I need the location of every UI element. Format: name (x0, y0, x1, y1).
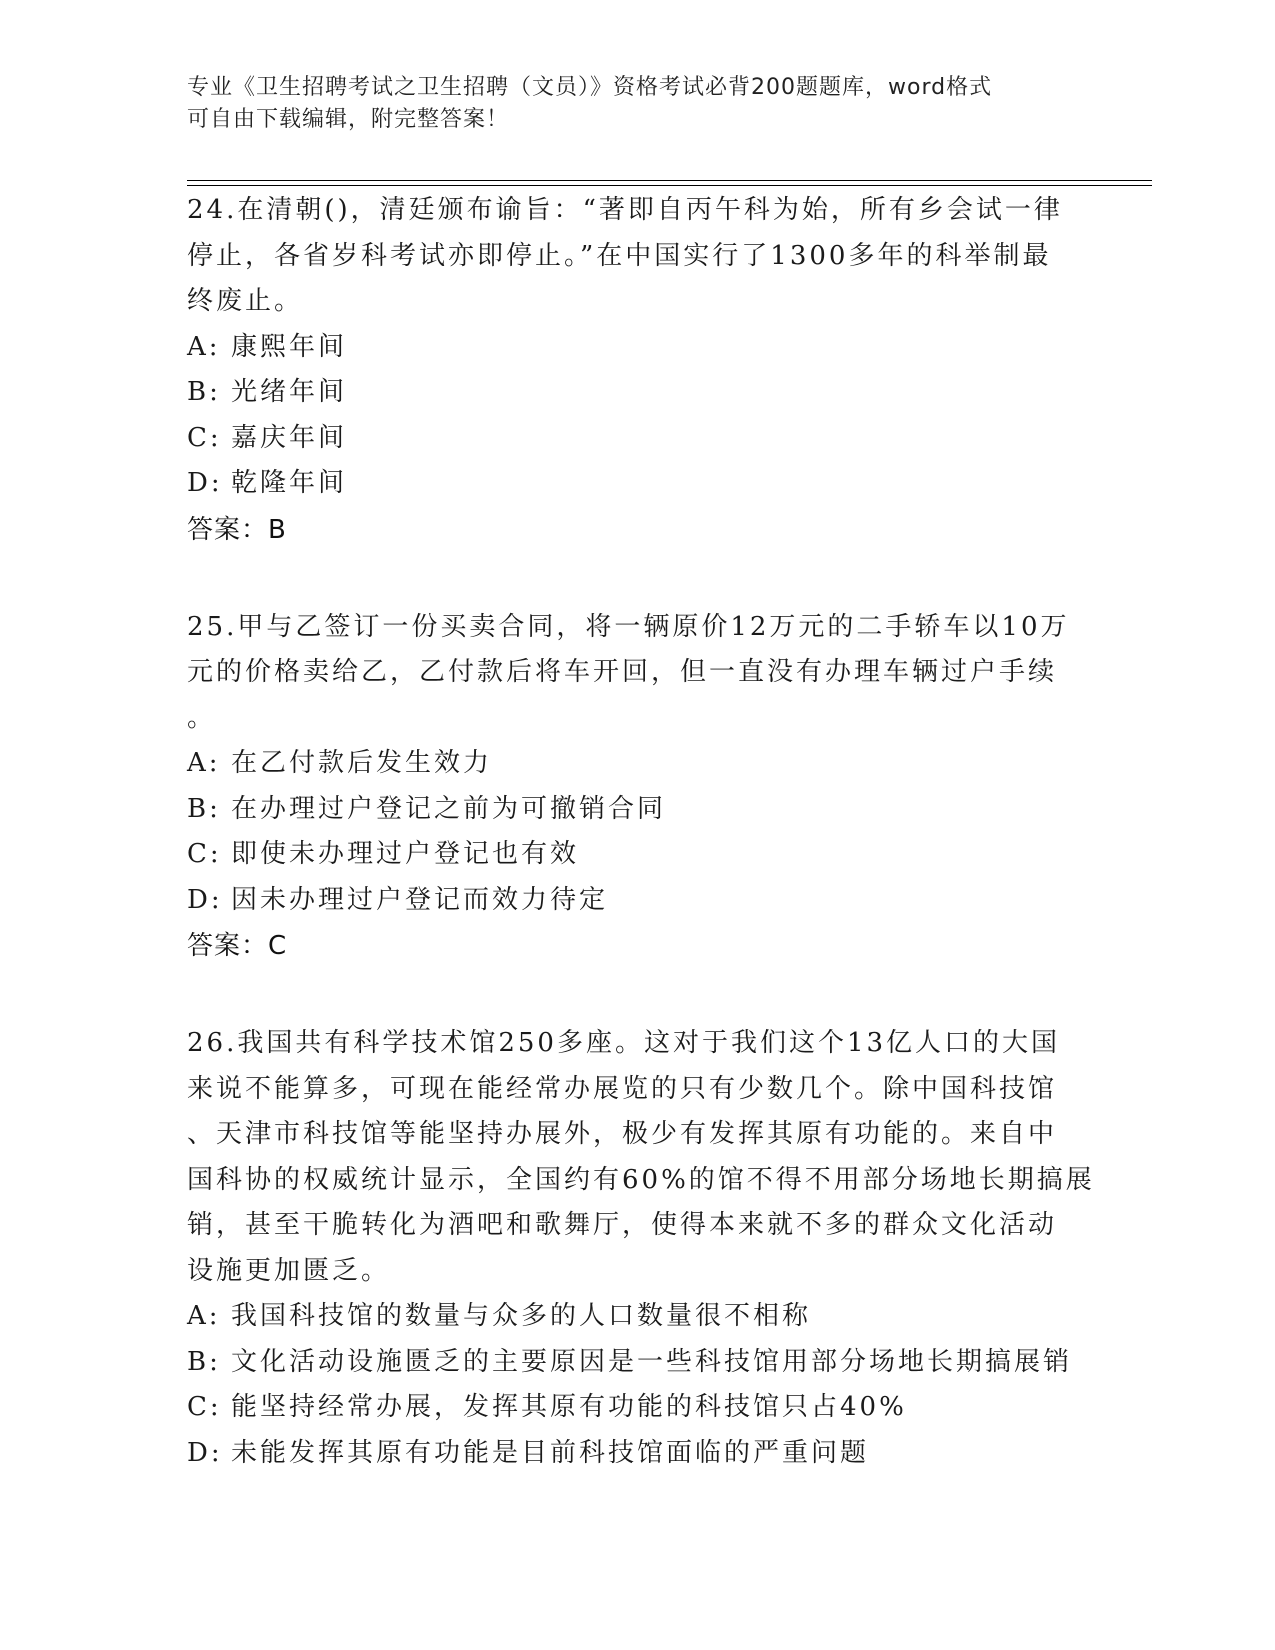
option-text: 在办理过户登记之前为可撤销合同 (231, 793, 667, 824)
option-text: 即使未办理过户登记也有效 (231, 839, 580, 869)
question-line: 终废止。 (187, 286, 304, 316)
option-d (187, 878, 1152, 924)
question-line: 国科协的权威统计显示，全国约有60%的馆不得不用部分场地长期搞展 (187, 1164, 1095, 1195)
question-line: 停止，各省岁科考试亦即停止。”在中国实行了1300多年的科举制最 (187, 240, 1052, 271)
option-b (187, 787, 1152, 833)
header-rule-bottom (187, 185, 1152, 186)
option-letter: A: (187, 331, 221, 362)
option-letter: C: (187, 839, 222, 869)
question-line: 、天津市科技馆等能坚持办展外，极少有发挥其原有功能的。来自中 (187, 1119, 1058, 1149)
option-d (187, 1431, 1152, 1477)
question-25 (187, 605, 1152, 970)
header-line: 可自由下载编辑，附完整答案！ (187, 107, 510, 132)
option-letter: B: (187, 1346, 221, 1377)
option-c (187, 416, 1152, 462)
option-text: 康熙年间 (231, 331, 348, 362)
option-c (187, 832, 1152, 878)
option-text: 嘉庆年间 (231, 422, 348, 453)
option-letter: B: (187, 793, 221, 824)
question-26 (187, 1021, 1152, 1476)
answer-label: 答案：B (187, 514, 287, 545)
option-letter: B: (187, 377, 221, 407)
option-letter: A: (187, 1301, 221, 1331)
option-letter: D: (187, 884, 223, 915)
header-rule-top (187, 180, 1152, 181)
question-24 (187, 188, 1152, 553)
document-header (187, 72, 1087, 136)
option-text: 文化活动设施匮乏的主要原因是一些科技馆用部分场地长期搞展销 (231, 1346, 1073, 1377)
option-letter: D: (187, 468, 223, 498)
option-letter: C: (187, 422, 222, 453)
question-line: 26.我国共有科学技术馆250多座。这对于我们这个13亿人口的大国 (187, 1028, 1061, 1058)
option-c (187, 1385, 1152, 1431)
option-letter: D: (187, 1437, 223, 1468)
option-text: 乾隆年间 (231, 468, 348, 498)
option-a (187, 741, 1152, 787)
option-text: 我国科技馆的数量与众多的人口数量很不相称 (231, 1301, 812, 1331)
question-text (187, 188, 1152, 325)
option-text: 在乙付款后发生效力 (231, 748, 493, 778)
question-line: 25.甲与乙签订一份买卖合同，将一辆原价12万元的二手轿车以10万 (187, 611, 1070, 642)
answer-label: 答案：C (187, 931, 288, 961)
header-line: 专业《卫生招聘考试之卫生招聘（文员）》资格考试必背200题题库，word格式 (187, 75, 993, 100)
option-a (187, 1294, 1152, 1340)
question-line: 元的价格卖给乙，乙付款后将车开回，但一直没有办理车辆过户手续 (187, 657, 1058, 687)
option-text: 能坚持经常办展，发挥其原有功能的科技馆只占40% (231, 1392, 907, 1422)
question-line: 销，甚至干脆转化为酒吧和歌舞厅，使得本来就不多的群众文化活动 (187, 1210, 1058, 1240)
question-text (187, 605, 1152, 742)
option-text: 光绪年间 (231, 377, 348, 407)
option-letter: C: (187, 1392, 222, 1422)
question-line: 。 (187, 702, 217, 733)
question-line: 设施更加匮乏。 (187, 1255, 391, 1286)
option-letter: A: (187, 748, 221, 778)
option-text: 未能发挥其原有功能是目前科技馆面临的严重问题 (231, 1437, 870, 1468)
question-list (187, 188, 1152, 1476)
option-b (187, 370, 1152, 416)
option-b (187, 1340, 1152, 1386)
question-line: 24.在清朝()，清廷颁布谕旨：“著即自丙午科为始，所有乡会试一律 (187, 195, 1063, 225)
option-text: 因未办理过户登记而效力待定 (231, 884, 609, 915)
question-line: 来说不能算多，可现在能经常办展览的只有少数几个。除中国科技馆 (187, 1073, 1058, 1104)
option-d (187, 461, 1152, 507)
option-a (187, 325, 1152, 371)
question-text (187, 1021, 1152, 1294)
